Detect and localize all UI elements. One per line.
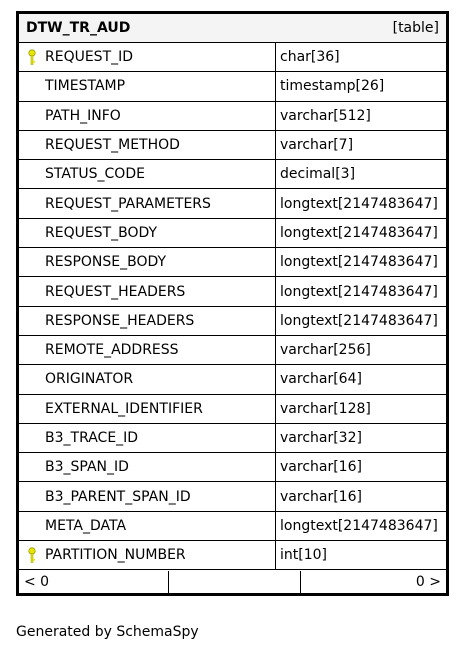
column-name-cell[interactable] xyxy=(19,541,276,569)
column-name: B3_PARENT_SPAN_ID xyxy=(45,488,191,505)
column-type: decimal[3] xyxy=(280,166,356,183)
column-name-cell[interactable] xyxy=(19,131,276,159)
column-type: int[10] xyxy=(280,547,327,564)
column-name: STATUS_CODE xyxy=(45,166,145,183)
column-type: varchar[32] xyxy=(280,430,362,446)
table-row[interactable] xyxy=(19,453,446,482)
column-name-cell[interactable] xyxy=(19,43,276,71)
column-type: longtext[2147483647] xyxy=(280,517,438,534)
column-name: REMOTE_ADDRESS xyxy=(45,342,179,359)
column-type: varchar[64] xyxy=(280,371,362,388)
column-type: varchar[128] xyxy=(280,400,371,417)
column-type: timestamp[26] xyxy=(280,78,385,95)
column-name-cell[interactable] xyxy=(19,424,276,452)
table-name[interactable]: DTW_TR_AUD xyxy=(26,20,131,36)
column-name-cell[interactable] xyxy=(19,307,276,335)
column-name: REQUEST_ID xyxy=(45,49,134,66)
column-type: char[36] xyxy=(280,49,340,66)
column-name-cell[interactable] xyxy=(19,512,276,540)
column-name-cell[interactable] xyxy=(19,453,276,481)
column-name: B3_TRACE_ID xyxy=(45,430,139,446)
table-row[interactable] xyxy=(19,189,446,218)
table-row[interactable] xyxy=(19,482,446,511)
table-row[interactable] xyxy=(19,160,446,189)
column-type: longtext[2147483647] xyxy=(280,283,438,300)
column-type: varchar[16] xyxy=(280,459,362,476)
table-row[interactable] xyxy=(19,43,446,72)
table-footer xyxy=(19,570,446,594)
column-list xyxy=(19,43,446,570)
column-type: longtext[2147483647] xyxy=(280,312,438,329)
column-name-cell[interactable] xyxy=(19,336,276,364)
column-name: RESPONSE_HEADERS xyxy=(45,312,195,329)
column-name: ORIGINATOR xyxy=(45,371,134,388)
column-name: REQUEST_PARAMETERS xyxy=(45,195,211,212)
column-type: varchar[512] xyxy=(280,107,371,124)
parents-count[interactable]: < 0 xyxy=(24,574,50,591)
column-name-cell[interactable] xyxy=(19,395,276,423)
column-name-cell[interactable] xyxy=(19,219,276,247)
column-name-cell[interactable] xyxy=(19,102,276,130)
table-row[interactable] xyxy=(19,219,446,248)
key-icon xyxy=(27,49,37,67)
column-name: EXTERNAL_IDENTIFIER xyxy=(45,400,203,417)
column-name: META_DATA xyxy=(45,517,127,534)
table-row[interactable] xyxy=(19,336,446,365)
column-name-cell[interactable] xyxy=(19,189,276,217)
column-name: REQUEST_HEADERS xyxy=(45,283,186,300)
column-type: varchar[256] xyxy=(280,342,371,359)
column-type: longtext[2147483647] xyxy=(280,254,438,271)
column-name: B3_SPAN_ID xyxy=(45,459,129,476)
table-row[interactable] xyxy=(19,365,446,394)
children-count[interactable]: 0 > xyxy=(415,574,441,591)
table-row[interactable] xyxy=(19,424,446,453)
column-name: RESPONSE_BODY xyxy=(45,254,167,271)
column-name: TIMESTAMP xyxy=(45,78,126,95)
column-name: REQUEST_METHOD xyxy=(45,137,180,154)
table-row[interactable] xyxy=(19,131,446,160)
column-name-cell[interactable] xyxy=(19,160,276,188)
key-icon xyxy=(27,547,37,565)
column-name: REQUEST_BODY xyxy=(45,224,158,241)
table-header[interactable] xyxy=(19,14,446,43)
footer-divider xyxy=(168,571,169,593)
table-row[interactable] xyxy=(19,512,446,541)
column-name: PATH_INFO xyxy=(45,107,121,124)
column-type: longtext[2147483647] xyxy=(280,224,438,241)
column-name: PARTITION_NUMBER xyxy=(45,547,186,564)
table-entity[interactable] xyxy=(16,11,449,596)
table-row[interactable] xyxy=(19,72,446,101)
table-row[interactable] xyxy=(19,395,446,424)
column-name-cell[interactable] xyxy=(19,72,276,100)
column-name-cell[interactable] xyxy=(19,277,276,305)
column-name-cell[interactable] xyxy=(19,365,276,393)
column-type: longtext[2147483647] xyxy=(280,195,438,212)
column-type: varchar[16] xyxy=(280,488,362,505)
footer-divider xyxy=(300,571,301,593)
table-row[interactable] xyxy=(19,277,446,306)
table-row[interactable] xyxy=(19,541,446,570)
column-name-cell[interactable] xyxy=(19,482,276,510)
column-name-cell[interactable] xyxy=(19,248,276,276)
table-row[interactable] xyxy=(19,102,446,131)
generated-by-note: Generated by SchemaSpy xyxy=(16,624,199,640)
table-type: [table] xyxy=(392,20,439,36)
column-type: varchar[7] xyxy=(280,137,354,154)
table-row[interactable] xyxy=(19,307,446,336)
table-row[interactable] xyxy=(19,248,446,277)
